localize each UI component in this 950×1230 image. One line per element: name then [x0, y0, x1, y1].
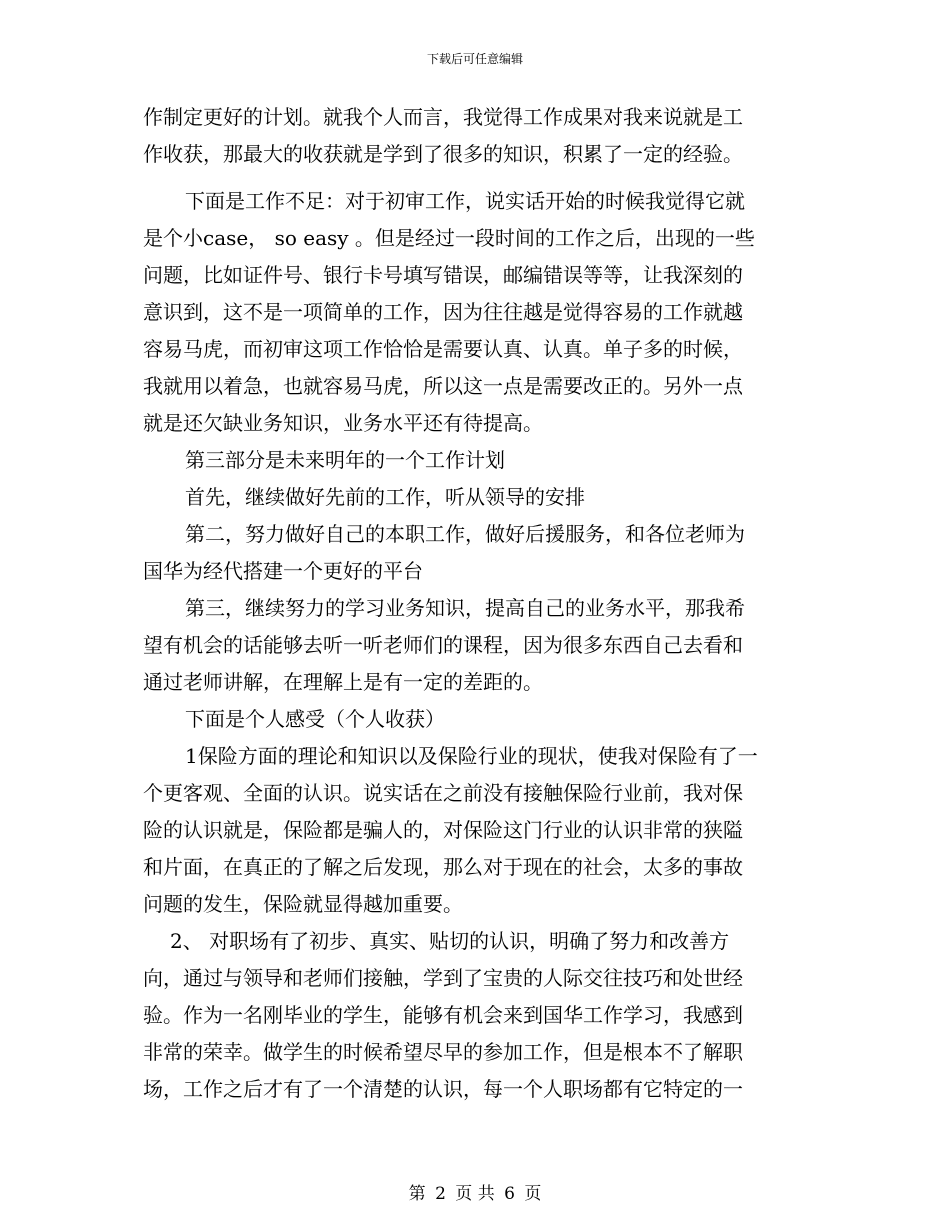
- footer-suffix: 页: [524, 1184, 542, 1204]
- text-line: 望有机会的话能够去听一听老师们的课程，因为很多东西自己去看和: [143, 633, 743, 657]
- text-line: 我就用以着急，也就容易马虎，所以这一点是需要改正的。另外一点: [143, 374, 743, 398]
- text-line: 第三部分是未来明年的一个工作计划: [185, 448, 505, 472]
- page-header: 下载后可任意编辑: [426, 52, 523, 66]
- text-line: 第二，努力做好自己的本职工作，做好后援服务，和各位老师为: [185, 522, 745, 546]
- text-line: 作制定更好的计划。就我个人而言，我觉得工作成果对我来说就是工: [143, 105, 743, 129]
- text-line: 容易马虎，而初审这项工作恰恰是需要认真、认真。单子多的时候，: [143, 337, 743, 361]
- text-line: 问题，比如证件号、银行卡号填写错误，邮编错误等等，让我深刻的: [143, 263, 743, 287]
- text-line: 场，工作之后才有了一个清楚的认识，每一个人职场都有它特定的一: [143, 1077, 743, 1101]
- footer-middle: 页 共: [455, 1184, 495, 1204]
- text-line: 第三，继续努力的学习业务知识，提高自己的业务水平，那我希: [185, 596, 745, 620]
- text-line: 验。作为一名刚毕业的学生，能够有机会来到国华工作学习，我感到: [143, 1003, 743, 1027]
- page-total: 6: [504, 1184, 515, 1204]
- text-line: 下面是个人感受（个人收获）: [185, 707, 445, 731]
- text-line: 向，通过与领导和老师们接触，学到了宝贵的人际交往技巧和处世经: [143, 966, 743, 990]
- text-line: 险的认识就是，保险都是骗人的，对保险这门行业的认识非常的狭隘: [143, 818, 743, 842]
- text-line: 问题的发生，保险就显得越加重要。: [143, 892, 463, 916]
- text-line: 个更客观、全面的认识。说实话在之前没有接触保险行业前，我对保: [143, 781, 743, 805]
- text-line: 和片面，在真正的了解之后发现，那么对于现在的社会，太多的事故: [143, 855, 743, 879]
- text-line: 下面是工作不足：对于初审工作，说实话开始的时候我觉得它就: [185, 189, 745, 213]
- text-line: 非常的荣幸。做学生的时候希望尽早的参加工作，但是根本不了解职: [143, 1040, 743, 1064]
- page-number: 2: [435, 1184, 446, 1204]
- page-footer: [0, 1183, 950, 1205]
- text-line: 首先，继续做好先前的工作，听从领导的安排: [185, 485, 585, 509]
- text-line: 2、 对职场有了初步、真实、贴切的认识，明确了努力和改善方: [170, 929, 730, 953]
- text-line: 通过老师讲解，在理解上是有一定的差距的。: [143, 670, 543, 694]
- text-line: 就是还欠缺业务知识，业务水平还有待提高。: [143, 411, 543, 435]
- footer-prefix: 第: [408, 1184, 426, 1204]
- text-line: 1保险方面的理论和知识以及保险行业的现状，使我对保险有了一: [185, 744, 758, 768]
- text-line: 作收获，那最大的收获就是学到了很多的知识，积累了一定的经验。: [143, 142, 743, 166]
- text-line: 国华为经代搭建一个更好的平台: [143, 559, 423, 583]
- text-line: 是个小case， so easy 。但是经过一段时间的工作之后，出现的一些: [143, 226, 755, 250]
- text-line: 意识到，这不是一项简单的工作，因为往往越是觉得容易的工作就越: [143, 300, 743, 324]
